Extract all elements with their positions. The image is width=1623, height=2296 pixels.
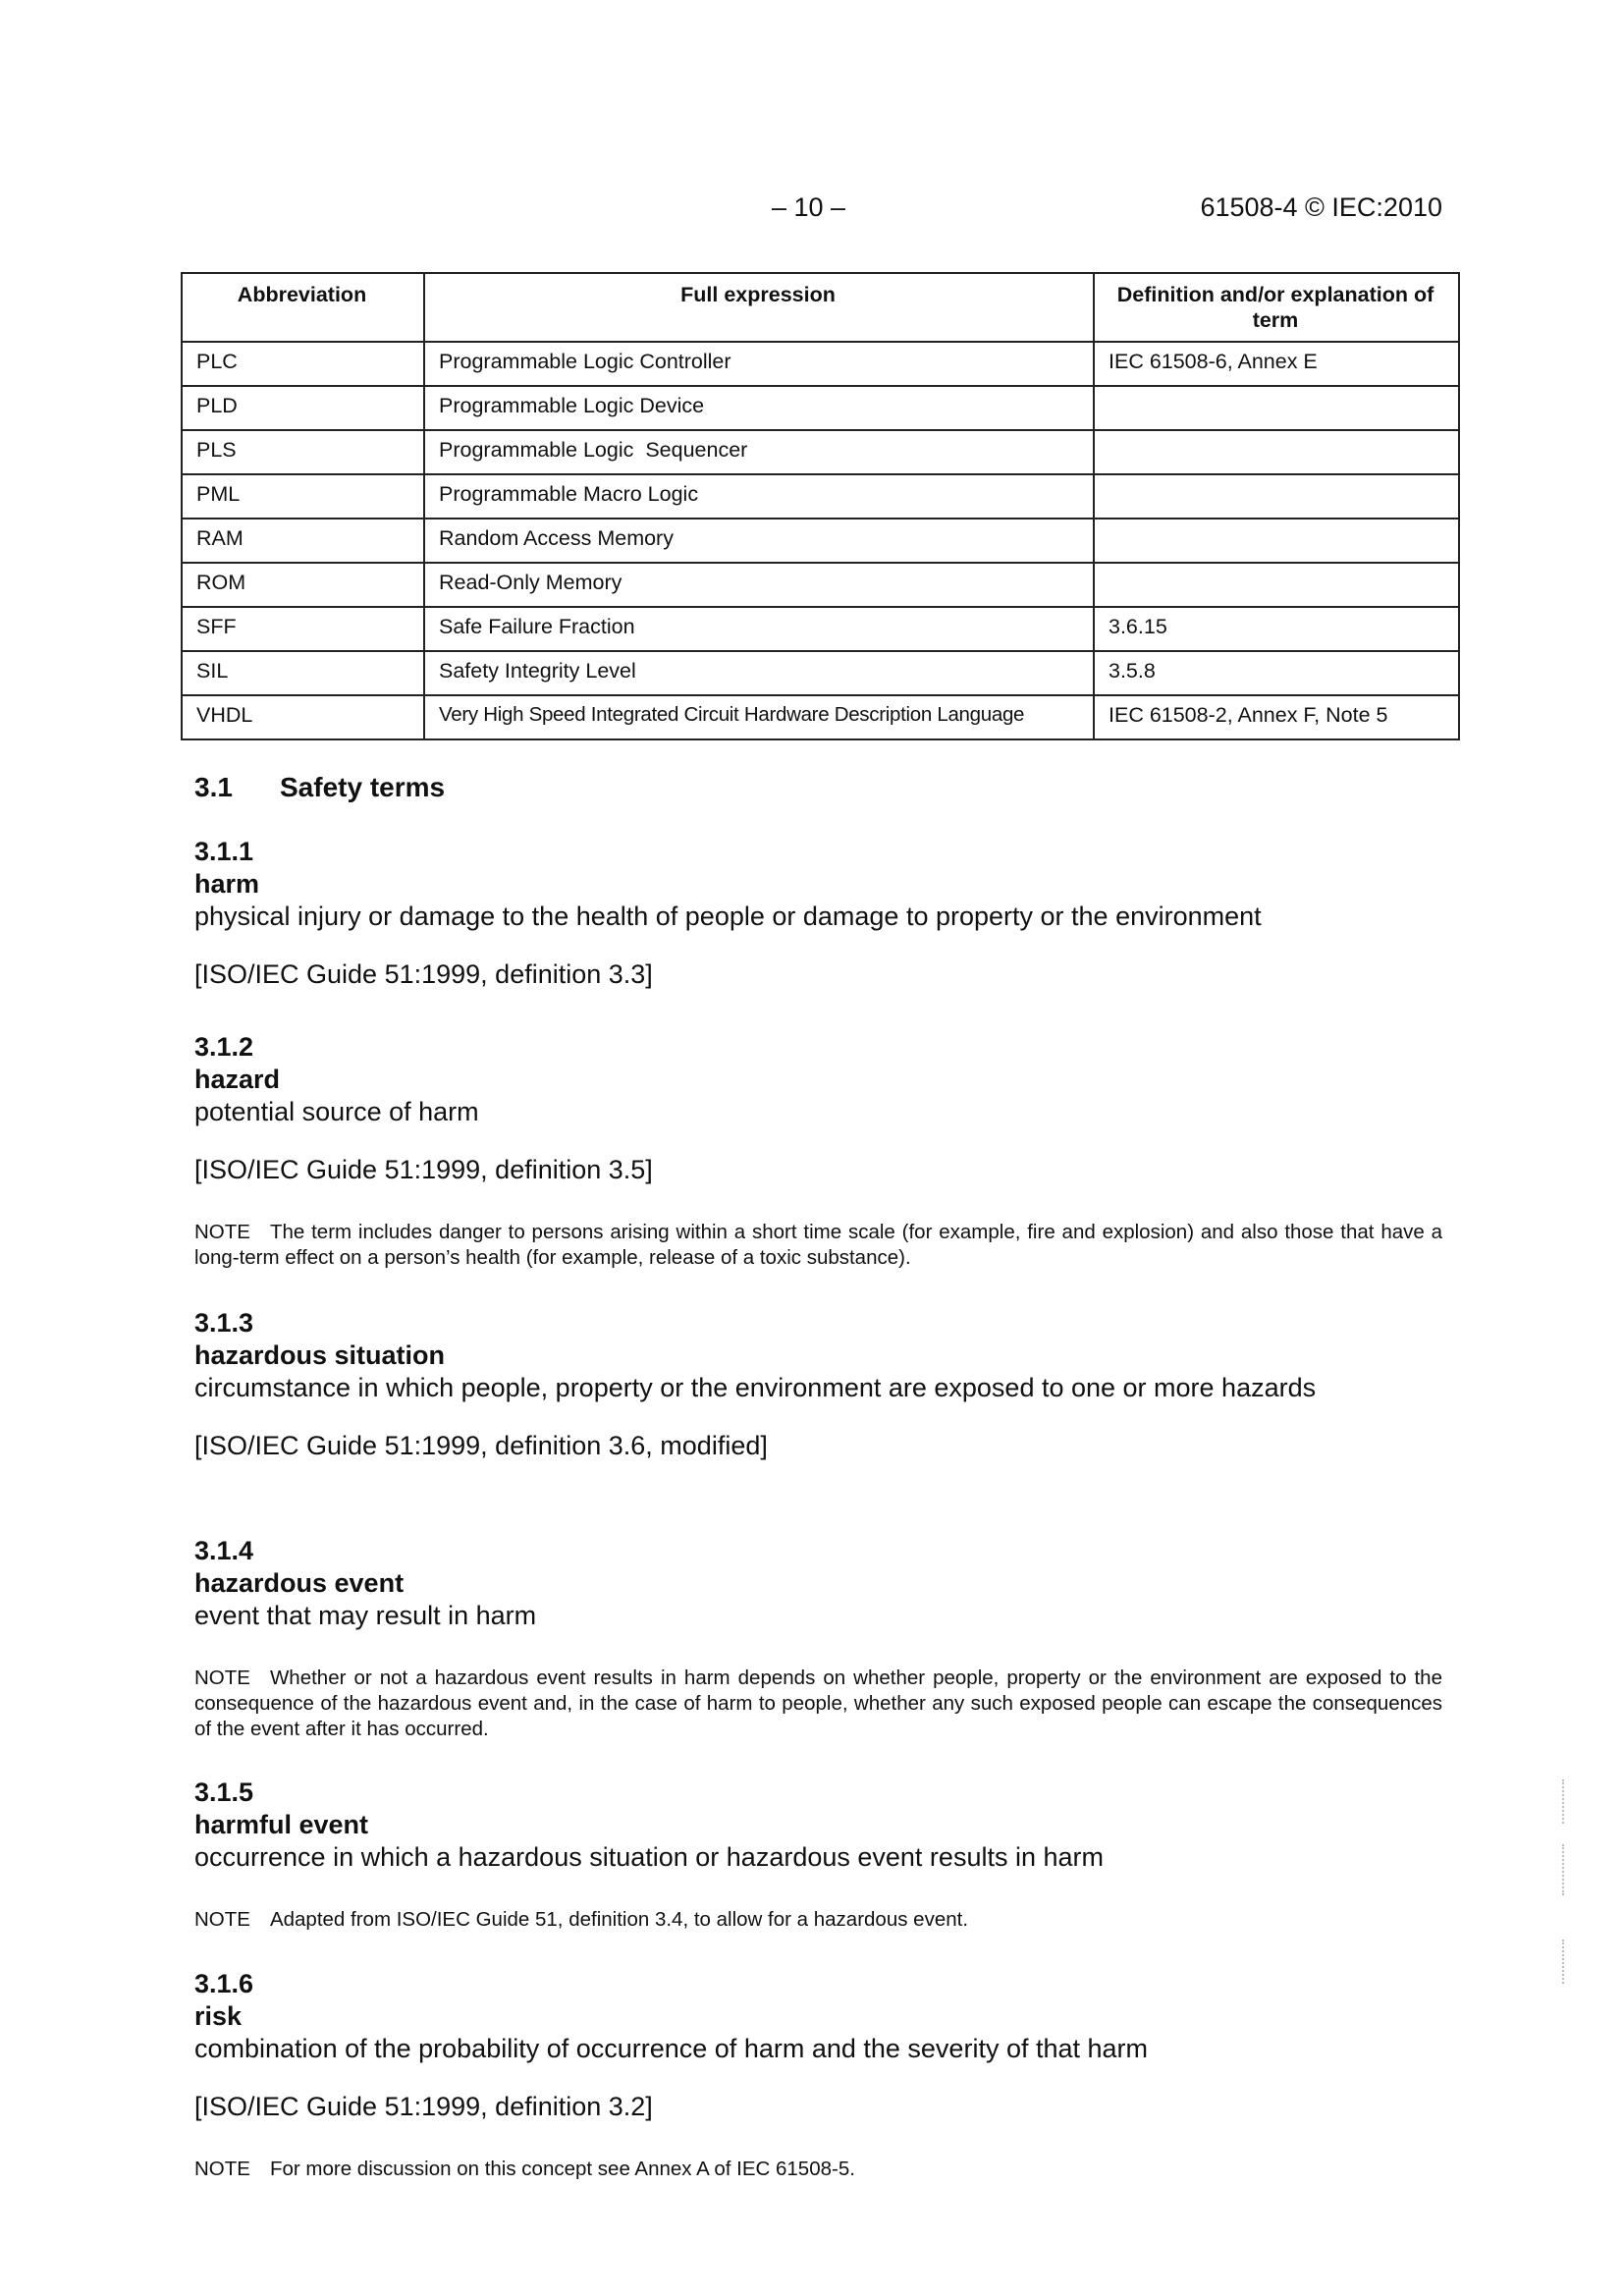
- table-cell: PLS: [182, 430, 424, 474]
- table-cell: Random Access Memory: [424, 519, 1094, 563]
- table-cell: Programmable Logic Controller: [424, 342, 1094, 386]
- term-source: [ISO/IEC Guide 51:1999, definition 3.3]: [194, 959, 653, 989]
- table-cell: PLD: [182, 386, 424, 430]
- table-cell: [1094, 430, 1459, 474]
- term-note: [194, 1220, 1442, 1271]
- table-row: [182, 342, 1459, 386]
- margin-mark: [1562, 1779, 1566, 1824]
- term-entry: [194, 1307, 1442, 1462]
- term-definition: potential source of harm: [194, 1097, 479, 1126]
- term-definition: event that may result in harm: [194, 1601, 537, 1630]
- note-label: NOTE: [194, 2158, 250, 2180]
- table-cell: PML: [182, 474, 424, 519]
- table-cell: ROM: [182, 563, 424, 607]
- note-label: NOTE: [194, 1908, 250, 1931]
- table-cell: Very High Speed Integrated Circuit Hardware Description Language: [424, 695, 1094, 739]
- table-row: [182, 563, 1459, 607]
- note-label: NOTE: [194, 1667, 250, 1689]
- term-entry: [194, 1031, 1442, 1271]
- table-cell: VHDL: [182, 695, 424, 739]
- table-cell: [1094, 474, 1459, 519]
- table-cell: SIL: [182, 651, 424, 695]
- table-cell: 3.5.8: [1094, 651, 1459, 695]
- term-definition: circumstance in which people, property or the environment are exposed to one or more hazards: [194, 1373, 1317, 1402]
- note-text: For more discussion on this concept see Annex A of IEC 61508-5.: [269, 2158, 855, 2180]
- note-text: Whether or not a hazardous event results in harm depends on whether people, property or the environment are exposed to the consequence of the hazardous event and, in the case of harm to people, whether any such exposed people can escape the consequences of the event after it has occurred.: [194, 1667, 1442, 1740]
- document-reference: 61508-4 © IEC:2010: [1200, 192, 1442, 222]
- term-note: [194, 1666, 1442, 1742]
- term-number: 3.1.3: [194, 1308, 254, 1338]
- table-cell: Safe Failure Fraction: [424, 607, 1094, 651]
- term-number: 3.1.1: [194, 837, 254, 866]
- term-name: risk: [194, 2001, 243, 2031]
- column-header: Abbreviation: [182, 273, 424, 342]
- term-name: harm: [194, 869, 260, 899]
- term-name: harmful event: [194, 1810, 369, 1839]
- table-cell: IEC 61508-2, Annex F, Note 5: [1094, 695, 1459, 739]
- term-number: 3.1.5: [194, 1777, 254, 1807]
- table-cell: [1094, 519, 1459, 563]
- table-cell: [1094, 386, 1459, 430]
- table-row: [182, 386, 1459, 430]
- table-header-row: [182, 273, 1459, 342]
- term-entry: [194, 1777, 1442, 1933]
- table-row: [182, 607, 1459, 651]
- term-entry: [194, 836, 1442, 991]
- term-entry: [194, 1968, 1442, 2182]
- table-cell: RAM: [182, 519, 424, 563]
- column-header: Definition and/or explanation of term: [1094, 273, 1459, 342]
- table-cell: Programmable Macro Logic: [424, 474, 1094, 519]
- abbreviation-table: [181, 272, 1460, 740]
- term-definition: physical injury or damage to the health of people or damage to property or the environment: [194, 902, 1262, 931]
- term-source: [ISO/IEC Guide 51:1999, definition 3.5]: [194, 1155, 653, 1184]
- table-cell: SFF: [182, 607, 424, 651]
- term-name: hazard: [194, 1065, 281, 1094]
- table-row: [182, 651, 1459, 695]
- table-cell: Programmable Logic Sequencer: [424, 430, 1094, 474]
- table-row: [182, 695, 1459, 739]
- column-header: Full expression: [424, 273, 1094, 342]
- section-heading: [194, 772, 445, 803]
- note-label: NOTE: [194, 1221, 250, 1243]
- term-source: [ISO/IEC Guide 51:1999, definition 3.6, modified]: [194, 1431, 768, 1460]
- table-cell: IEC 61508-6, Annex E: [1094, 342, 1459, 386]
- note-text: Adapted from ISO/IEC Guide 51, definition 3.4, to allow for a hazardous event.: [269, 1908, 969, 1931]
- term-note: [194, 2157, 1442, 2182]
- margin-mark: [1562, 1844, 1566, 1895]
- section-number: 3.1: [194, 772, 233, 802]
- term-definition: occurrence in which a hazardous situation or hazardous event results in harm: [194, 1842, 1104, 1872]
- page-number: – 10 –: [772, 192, 846, 222]
- term-number: 3.1.2: [194, 1032, 254, 1062]
- term-name: hazardous event: [194, 1568, 405, 1598]
- term-source: [ISO/IEC Guide 51:1999, definition 3.2]: [194, 2092, 653, 2121]
- note-text: The term includes danger to persons arising within a short time scale (for example, fire and explosion) and also those that have a long-term effect on a person’s health (for example, release of a toxic substance).: [194, 1221, 1442, 1269]
- table-cell: 3.6.15: [1094, 607, 1459, 651]
- margin-mark: [1562, 1940, 1566, 1984]
- table-cell: Read-Only Memory: [424, 563, 1094, 607]
- table-row: [182, 430, 1459, 474]
- table-cell: Safety Integrity Level: [424, 651, 1094, 695]
- table-cell: PLC: [182, 342, 424, 386]
- term-number: 3.1.6: [194, 1969, 254, 1998]
- term-note: [194, 1907, 1442, 1933]
- term-number: 3.1.4: [194, 1536, 254, 1565]
- section-title: Safety terms: [280, 772, 446, 802]
- term-entry: [194, 1535, 1442, 1742]
- term-name: hazardous situation: [194, 1340, 446, 1370]
- table-row: [182, 519, 1459, 563]
- table-cell: [1094, 563, 1459, 607]
- table-row: [182, 474, 1459, 519]
- term-definition: combination of the probability of occurrence of harm and the severity of that harm: [194, 2034, 1149, 2063]
- table-cell: Programmable Logic Device: [424, 386, 1094, 430]
